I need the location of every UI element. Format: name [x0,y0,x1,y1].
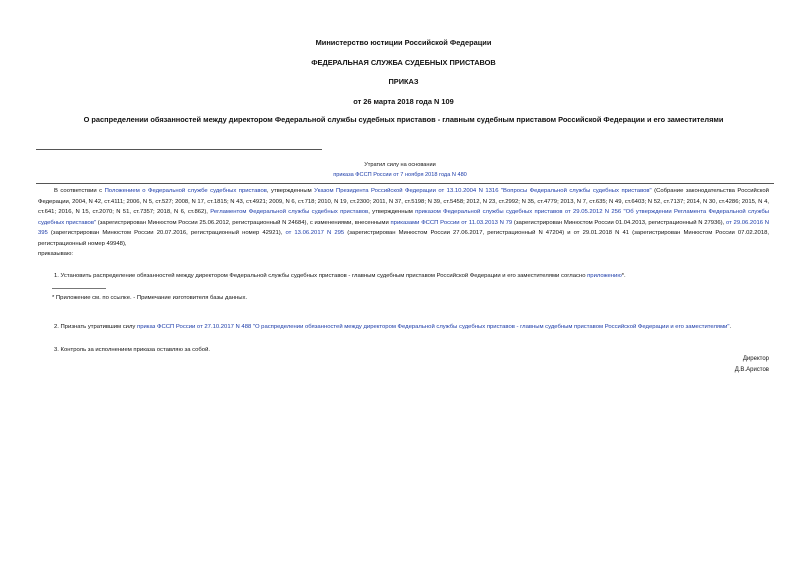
divider-top [36,149,322,150]
footnote: * Приложение см. по ссылке. - Примечание изготовителя базы данных. [52,295,248,301]
repealed-order-link[interactable]: приказ ФССП России от 27.10.2017 N 488 "О распределении обязанностей между директором Федеральной службы судебных приставов - главным судебным приставом Российской Федерации и его заместителями" [137,324,730,330]
text: *. [621,273,626,279]
preamble-paragraph [38,186,769,260]
footnote-divider [52,288,106,289]
text: (зарегистрирован Минюстом России 01.04.2013, регистрационный N 27936), [512,219,726,226]
text: . [729,324,732,330]
document-type-heading: ПРИКАЗ [388,77,419,86]
divider-bottom [36,183,774,184]
regulation-link[interactable]: Положением о Федеральной службе судебных приставов [104,188,267,194]
presidential-decree-link[interactable]: Указом Президента Российской Федерации от 13.10.2004 N 1316 "Вопросы Федеральной службы судебных приставов" [314,188,652,194]
amendment-order-link-79[interactable]: приказами ФССП России от 11.03.2013 N 79 [390,219,513,226]
clause-2 [38,322,769,333]
text: 2. Признать утратившим силу [54,324,137,330]
signatory-name: Д.В.Аристов [734,367,769,373]
text: , утвержденным [368,209,416,215]
document-title: О распределении обязанностей между директором Федеральной службы судебных приставов - главным судебным приставом Российской Федерации и его заместителями [83,115,724,124]
text: (зарегистрирован Минюстом России 27.06.2017, регистрационный N 47204) и от 29.01.2018 N 41 (зарегистрирован Минюстом России 07.02.2018, регистрационный номер 49948), [38,230,770,247]
order-verb: приказываю: [38,251,74,257]
text: (Собрание законодательства Российской Федерации, 2004, N 42, ст.4111; 2006, N 5, ст.527; 2008, N 17, ст.1815; N 43, ст.4921; 2009, N 6, ст.718; 2010, N 19, ст.2300; 2011, N 37, ст.5198; N 39, ст.5458; 2012, N 23, ст.2992; N 35, ст.4779; 2013, N 7, ст.635; N 49, ст.6403; N 52, ст.7137; 2014, N 30, ст.4286; 2015, N 4, ст.641; 2016, N 15, ст.2070; N 51, ст.7357; 2018, N 6, ст.862), [38,188,769,215]
text: 1. Установить распределение обязанностей между директором Федеральной службы судебных приставов - главным судебным приставом Российской Федерации и его заместителями согласно [54,273,588,279]
text: , утвержденным [266,188,315,194]
signatory-position: Директор [742,356,769,362]
expired-order-link[interactable]: приказа ФССП России от 7 ноября 2018 года N 480 [333,172,467,178]
expired-note-text: Утратил силу на основании [364,162,436,168]
ministry-heading: Министерство юстиции Российской Федерации [315,38,492,47]
expired-note-link-wrap [300,172,500,178]
amendment-order-link-395[interactable]: от 29.06.2016 N 395 [38,219,770,236]
service-heading: ФЕДЕРАЛЬНАЯ СЛУЖБА СУДЕБНЫХ ПРИСТАВОВ [311,58,496,67]
text: (зарегистрирован Минюстом России 25.06.2012, регистрационный N 24684), с изменениями, внесенными [96,219,391,226]
reglament-order-link[interactable]: приказом Федеральной службы судебных приставов от 29.05.2012 N 256 "Об утверждении Регламента Федеральной службы судебных приставов" [38,209,769,226]
text: В соответствии с [54,188,105,194]
text: (зарегистрирован Минюстом России 20.07.2016, регистрационный номер 42921), [47,230,286,236]
appendix-link[interactable]: приложению [587,273,622,279]
clause-1 [38,271,769,282]
clause-3: 3. Контроль за исполнением приказа оставляю за собой. [54,347,211,353]
reglament-link[interactable]: Регламентом Федеральной службы судебных приставов [210,209,369,215]
document-date-number: от 26 марта 2018 года N 109 [353,97,454,106]
amendment-order-link-295[interactable]: от 13.06.2017 N 295 [285,230,345,236]
